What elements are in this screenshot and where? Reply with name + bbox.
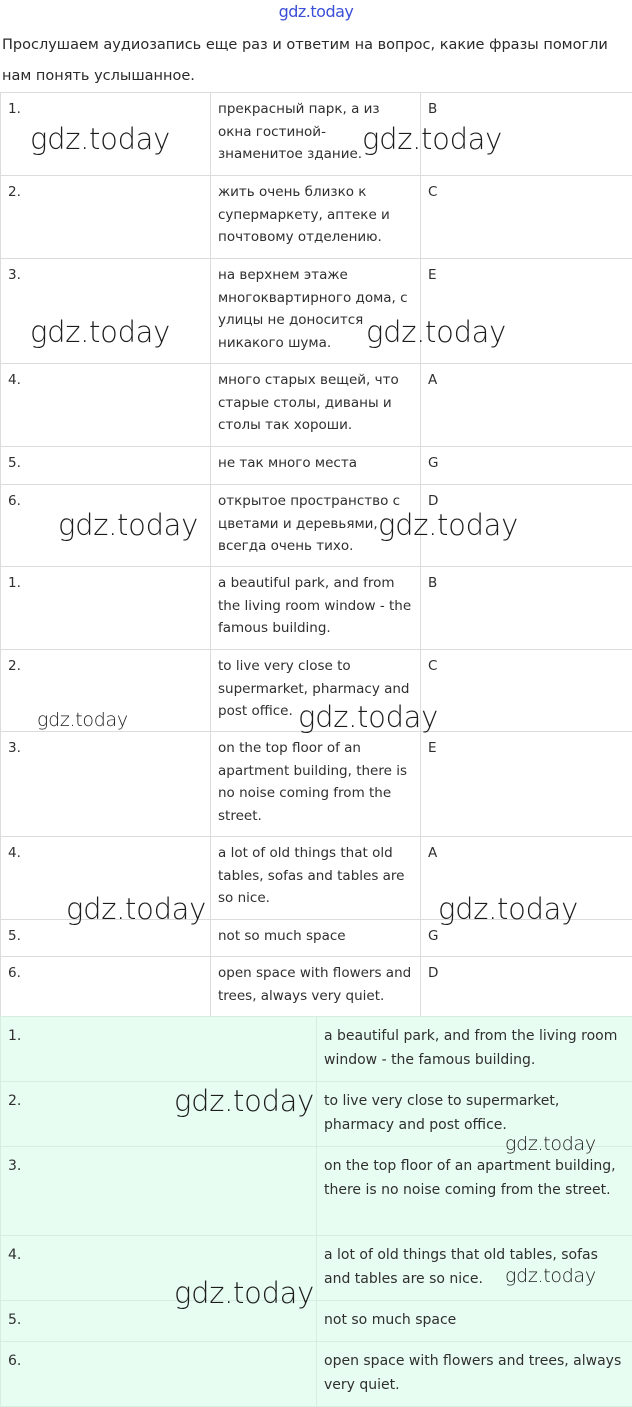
phrase-cell: a lot of old things that old tables, sofas and tables are so nice. — [317, 1236, 632, 1301]
row-number: 1. — [1, 93, 211, 176]
row-number: 6. — [1, 1342, 317, 1407]
row-number: 4. — [1, 364, 211, 447]
watermark: gdz.today — [174, 1084, 314, 1118]
row-number: 5. — [1, 1301, 317, 1342]
table-row — [1, 176, 632, 259]
phrase-cell: не так много места — [211, 447, 421, 485]
table-row — [1, 447, 632, 485]
watermark: gdz.today — [378, 508, 518, 542]
phrase-cell: много старых вещей, что старые столы, диваны и столы так хороши. — [211, 364, 421, 447]
answer-letter: D — [421, 485, 632, 567]
answer-letter: C — [421, 650, 632, 732]
table-row — [1, 732, 632, 837]
table-row — [1, 920, 632, 957]
phrase-cell: not so much space — [211, 920, 421, 957]
watermark: gdz.today — [30, 315, 170, 349]
intro-text: Прослушаем аудиозапись еще раз и ответим на вопрос, какие фразы помогли нам понять услышанное. — [2, 30, 630, 92]
phrase-cell: on the top floor of an apartment building, there is no noise coming from the street. — [211, 732, 421, 837]
watermark: gdz.today — [505, 1133, 596, 1155]
row-number: 4. — [1, 1236, 317, 1301]
phrase-cell: open space with flowers and trees, always very quiet. — [317, 1342, 632, 1407]
table-row — [1, 837, 632, 920]
phrase-cell: открытое пространство с цветами и деревьями, всегда очень тихо. — [211, 485, 421, 567]
table-row — [1, 957, 632, 1017]
answer-letter: G — [421, 447, 632, 485]
answer-letter: C — [421, 176, 632, 259]
phrase-cell: a beautiful park, and from the living room window - the famous building. — [317, 1017, 632, 1082]
answer-letter: B — [421, 567, 632, 650]
phrase-cell: open space with flowers and trees, always very quiet. — [211, 957, 421, 1017]
answer-table-english — [0, 566, 632, 1017]
answer-table-highlighted — [0, 1016, 632, 1407]
answer-letter: E — [421, 259, 632, 364]
table-row — [1, 364, 632, 447]
watermark: gdz.today — [37, 709, 128, 731]
row-number: 3. — [1, 259, 211, 364]
row-number: 3. — [1, 1147, 317, 1236]
table-row — [1, 1342, 632, 1407]
table-row — [1, 1017, 632, 1082]
row-number: 5. — [1, 920, 211, 957]
row-number: 5. — [1, 447, 211, 485]
table-row — [1, 1301, 632, 1342]
table-row — [1, 1082, 632, 1147]
watermark: gdz.today — [362, 122, 502, 156]
row-number: 2. — [1, 1082, 317, 1147]
watermark: gdz.today — [58, 508, 198, 542]
phrase-cell: на верхнем этаже многоквартирного дома, с улицы не доносится никакого шума. — [211, 259, 421, 364]
phrase-cell: to live very close to supermarket, pharmacy and post office. — [211, 650, 421, 732]
answer-letter: B — [421, 93, 632, 176]
watermark: gdz.today — [66, 892, 206, 926]
answer-letter: A — [421, 837, 632, 920]
table-row — [1, 93, 632, 176]
watermark: gdz.today — [174, 1276, 314, 1310]
phrase-cell: to live very close to supermarket, pharmacy and post office. — [317, 1082, 632, 1147]
table-row — [1, 259, 632, 364]
watermark: gdz.today — [30, 122, 170, 156]
row-number: 2. — [1, 650, 211, 732]
watermark: gdz.today — [298, 700, 438, 734]
row-number: 1. — [1, 1017, 317, 1082]
phrase-cell: a lot of old things that old tables, sofas and tables are so nice. — [211, 837, 421, 920]
table-row — [1, 485, 632, 567]
watermark: gdz.today — [438, 892, 578, 926]
answer-table-russian — [0, 92, 632, 567]
table-row — [1, 567, 632, 650]
site-logo[interactable]: gdz.today — [0, 2, 632, 21]
row-number: 6. — [1, 957, 211, 1017]
phrase-cell: прекрасный парк, а из окна гостиной- знаменитое здание. — [211, 93, 421, 176]
answer-letter: G — [421, 920, 632, 957]
table-row — [1, 1236, 632, 1301]
phrase-cell: not so much space — [317, 1301, 632, 1342]
answer-letter: E — [421, 732, 632, 837]
phrase-cell: on the top floor of an apartment building, there is no noise coming from the street. — [317, 1147, 632, 1236]
table-row — [1, 650, 632, 732]
answer-letter: D — [421, 957, 632, 1017]
phrase-cell: жить очень близко к супермаркету, аптеке и почтовому отделению. — [211, 176, 421, 259]
watermark: gdz.today — [366, 315, 506, 349]
row-number: 3. — [1, 732, 211, 837]
row-number: 6. — [1, 485, 211, 567]
row-number: 4. — [1, 837, 211, 920]
row-number: 2. — [1, 176, 211, 259]
watermark: gdz.today — [505, 1265, 596, 1287]
row-number: 1. — [1, 567, 211, 650]
answer-letter: A — [421, 364, 632, 447]
table-row — [1, 1147, 632, 1236]
phrase-cell: a beautiful park, and from the living room window - the famous building. — [211, 567, 421, 650]
